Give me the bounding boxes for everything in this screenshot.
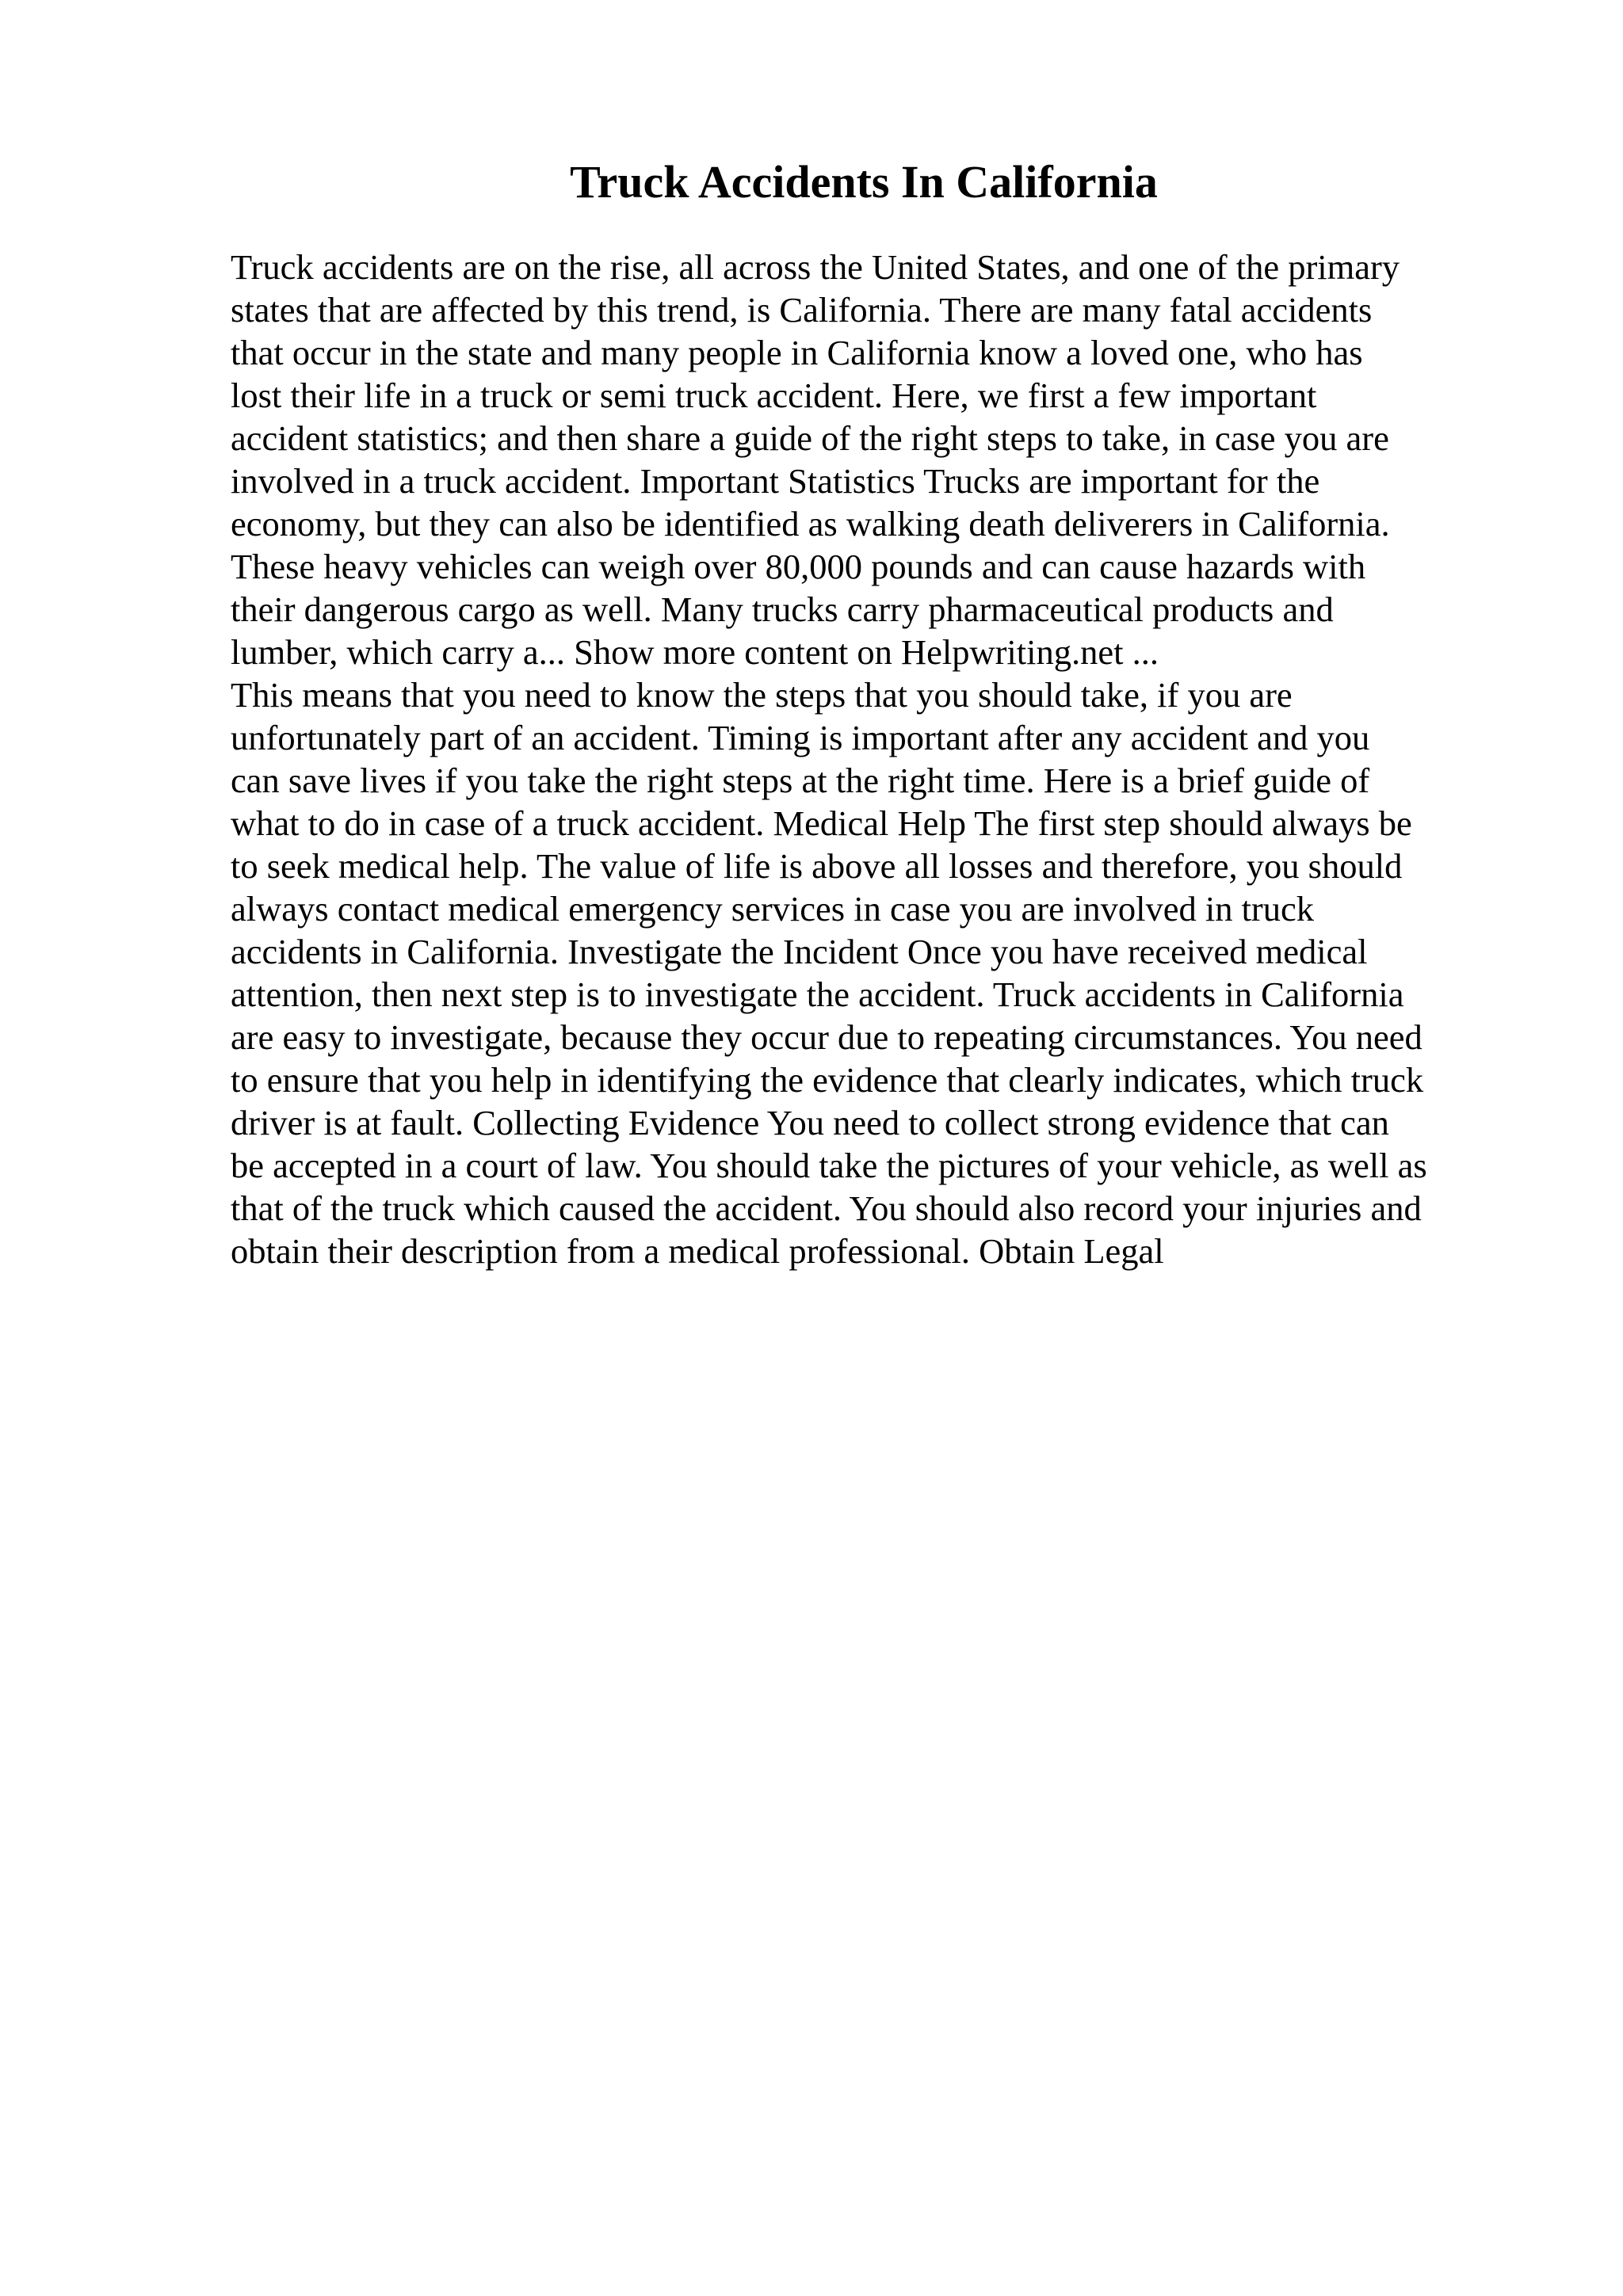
text-line: are easy to investigate, because they occur due to repeating circumstances. You need: [231, 1017, 1423, 1057]
text-line: attention, then next step is to investigate the accident. Truck accidents in California: [231, 974, 1404, 1014]
text-line: This means that you need to know the steps that you should take, if you are: [231, 675, 1293, 715]
text-line: These heavy vehicles can weigh over 80,000 pounds and can cause hazards with: [231, 547, 1366, 586]
text-line: lumber, which carry a... Show more content on Helpwriting.net ...: [231, 632, 1159, 672]
paragraph-2: [231, 673, 1578, 1272]
text-line: accident statistics; and then share a guide of the right steps to take, in case you are: [231, 418, 1389, 458]
text-line: that of the truck which caused the accident. You should also record your injuries and: [231, 1188, 1422, 1228]
text-line: lost their life in a truck or semi truck accident. Here, we first a few important: [231, 376, 1317, 415]
text-line: can save lives if you take the right steps at the right time. Here is a brief guide of: [231, 761, 1370, 800]
text-line: to ensure that you help in identifying the evidence that clearly indicates, which truck: [231, 1060, 1424, 1100]
text-line: what to do in case of a truck accident. Medical Help The first step should always be: [231, 803, 1412, 843]
text-line: their dangerous cargo as well. Many trucks carry pharmaceutical products and: [231, 589, 1334, 629]
text-line: be accepted in a court of law. You should take the pictures of your vehicle, as well as: [231, 1146, 1427, 1185]
text-line: unfortunately part of an accident. Timing is important after any accident and you: [231, 718, 1370, 757]
text-line: that occur in the state and many people in California know a loved one, who has: [231, 333, 1363, 372]
text-line: Truck accidents are on the rise, all across the United States, and one of the primary: [231, 247, 1400, 287]
text-line: obtain their description from a medical professional. Obtain Legal: [231, 1231, 1164, 1271]
text-line: accidents in California. Investigate the Incident Once you have received medical: [231, 932, 1368, 971]
text-line: to seek medical help. The value of life is above all losses and therefore, you should: [231, 846, 1403, 886]
text-line: involved in a truck accident. Important Statistics Trucks are important for the: [231, 461, 1320, 501]
text-line: states that are affected by this trend, is California. There are many fatal accidents: [231, 290, 1373, 330]
text-line: always contact medical emergency services in case you are involved in truck: [231, 889, 1315, 929]
text-line: economy, but they can also be identified as walking death deliverers in California.: [231, 504, 1390, 543]
text-line: driver is at fault. Collecting Evidence You need to collect strong evidence that can: [231, 1103, 1389, 1142]
paragraph-1: [231, 246, 1578, 673]
document-title: Truck Accidents In California: [570, 156, 1158, 208]
